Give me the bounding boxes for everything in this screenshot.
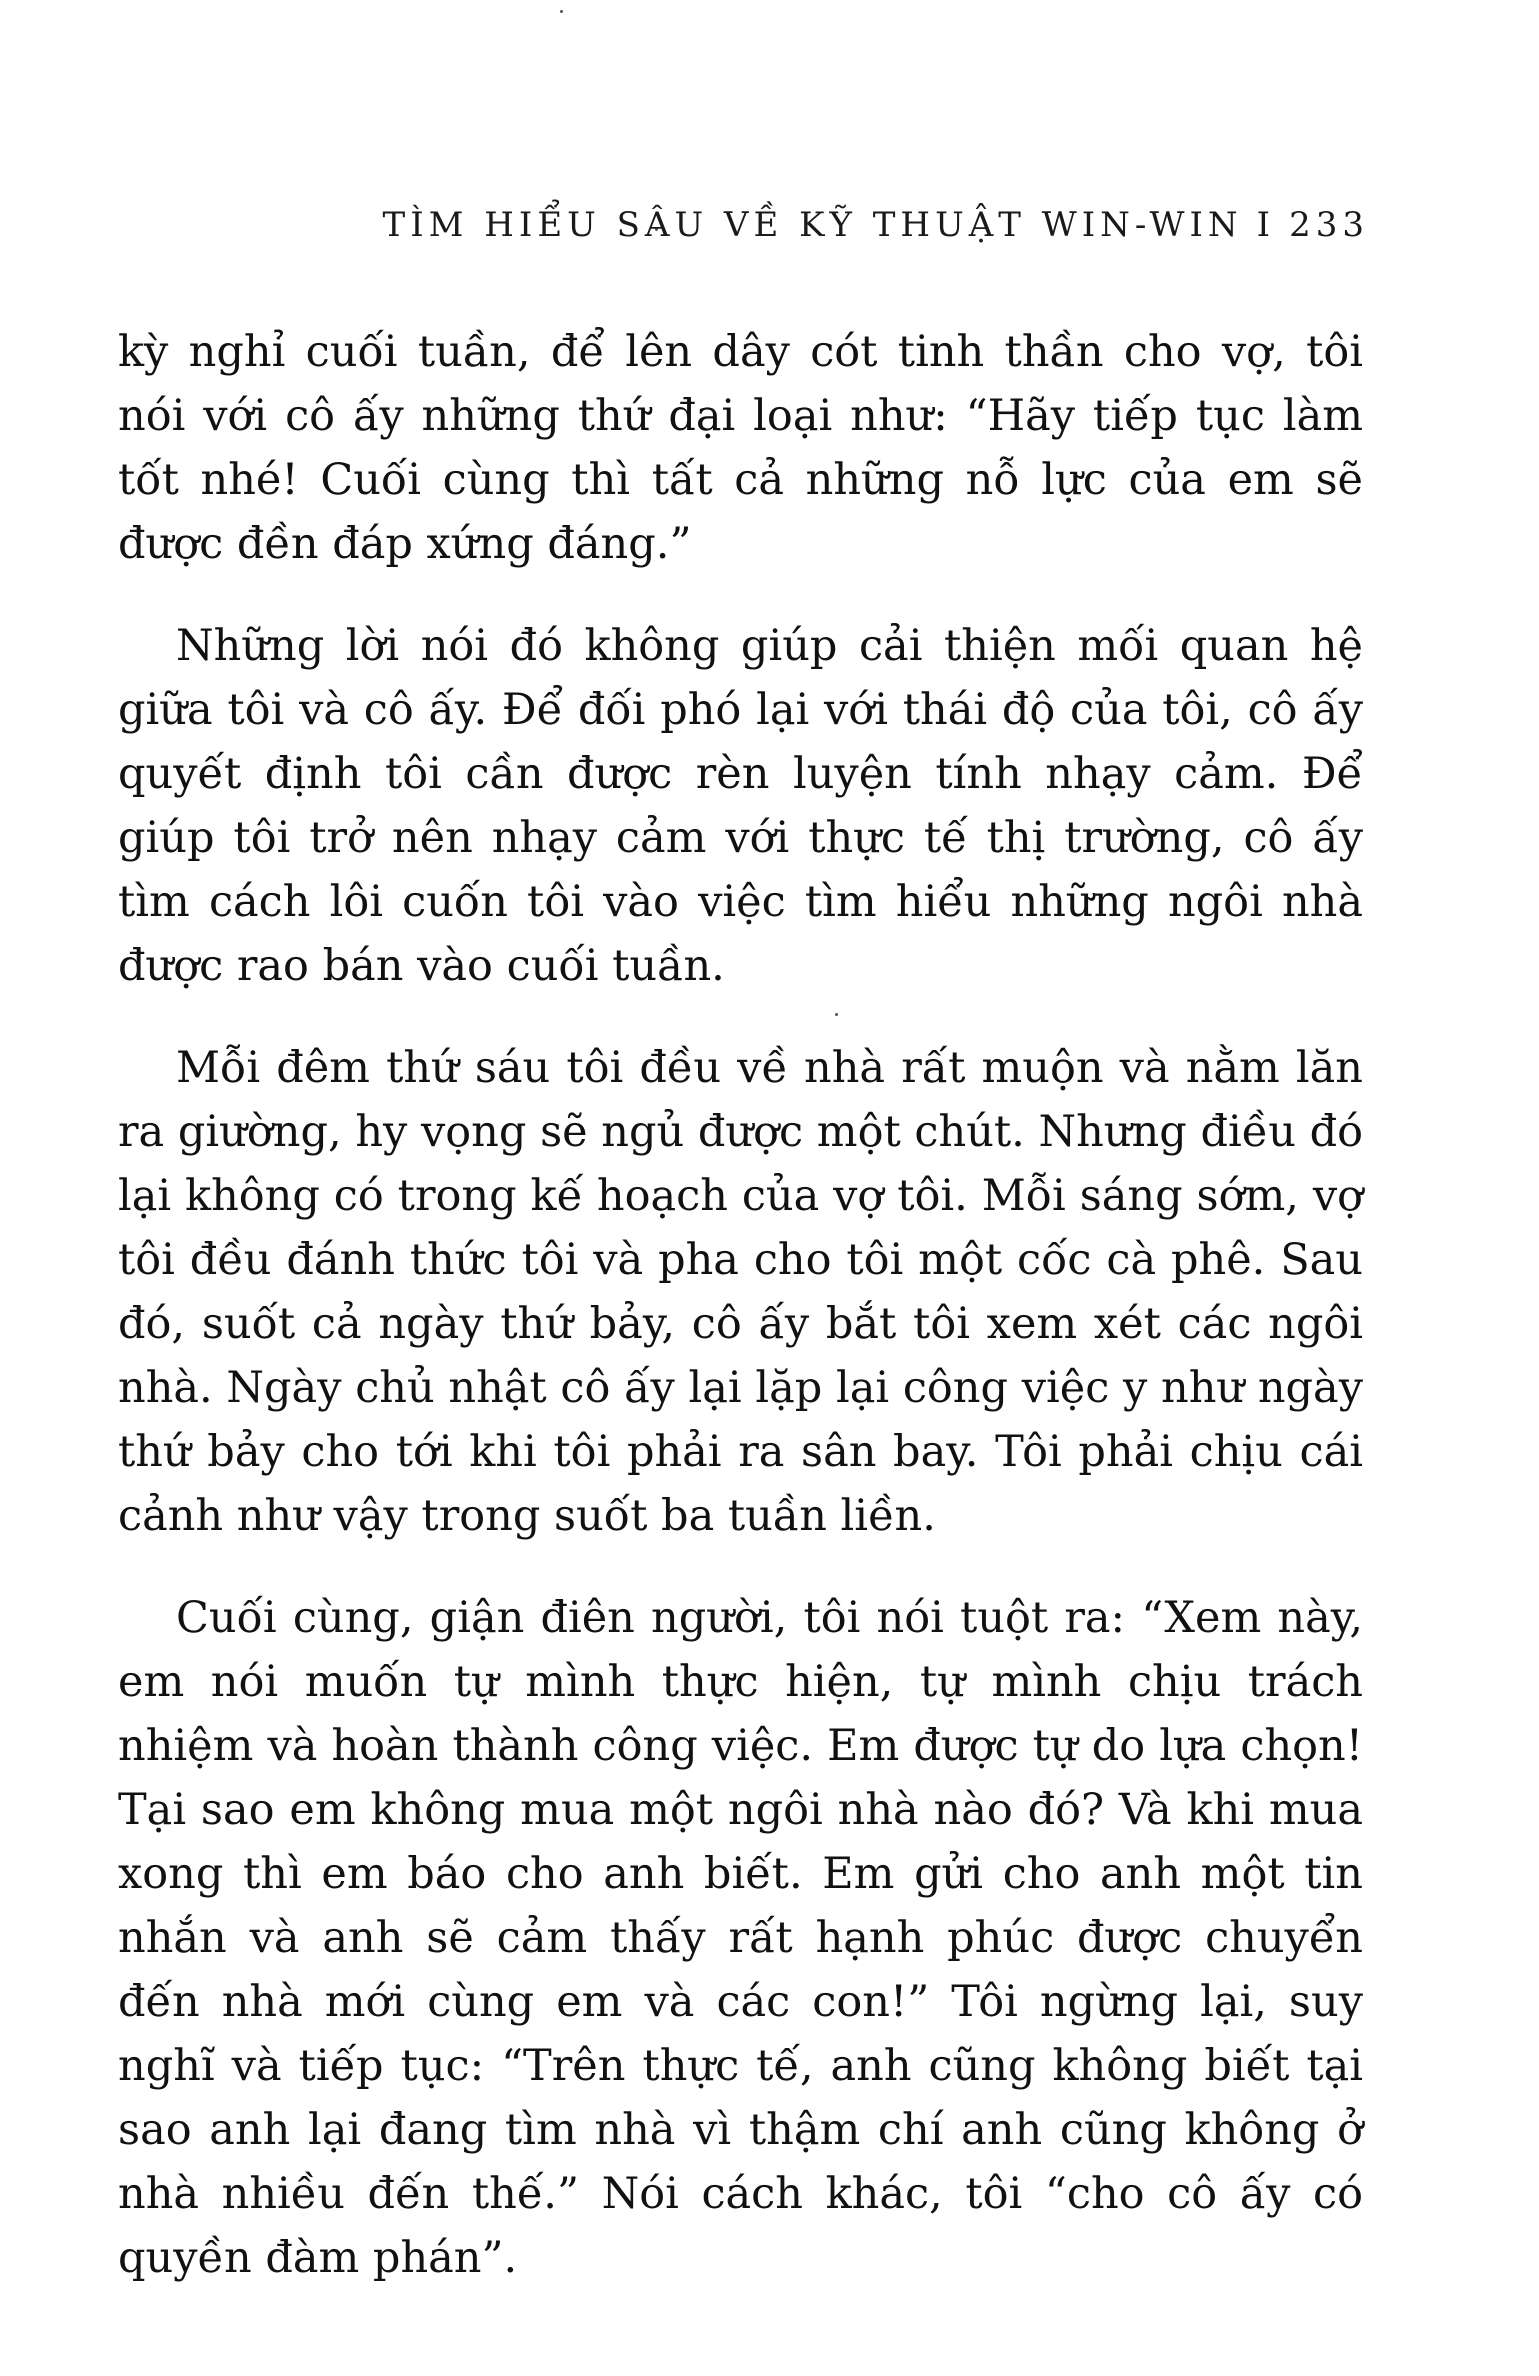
- body-text: [118, 320, 1363, 2328]
- paragraph: Những lời nói đó không giúp cải thiện mối quan hệ giữa tôi và cô ấy. Để đối phó lại với thái độ của tôi, cô ấy quyết định tôi cần được rèn luyện tính nhạy cảm. Để giúp tôi trở nên nhạy cảm với thực tế thị trường, cô ấy tìm cách lôi cuốn tôi vào việc tìm hiểu những ngôi nhà được rao bán vào cuối tuần.: [118, 621, 1363, 991]
- paragraph: Mỗi đêm thứ sáu tôi đều về nhà rất muộn và nằm lăn ra giường, hy vọng sẽ ngủ được một chút. Nhưng điều đó lại không có trong kế hoạch của vợ tôi. Mỗi sáng sớm, vợ tôi đều đánh thức tôi và pha cho tôi một cốc cà phê. Sau đó, suốt cả ngày thứ bảy, cô ấy bắt tôi xem xét các ngôi nhà. Ngày chủ nhật cô ấy lại lặp lại công việc y như ngày thứ bảy cho tới khi tôi phải ra sân bay. Tôi phải chịu cái cảnh như vậy trong suốt ba tuần liền.: [118, 1043, 1363, 1541]
- running-title: TÌM HIỂU SÂU VỀ KỸ THUẬT WIN-WIN: [382, 205, 1243, 245]
- paragraph: kỳ nghỉ cuối tuần, để lên dây cót tinh thần cho vợ, tôi nói với cô ấy những thứ đại loại như: “Hãy tiếp tục làm tốt nhé! Cuối cùng thì tất cả những nỗ lực của em sẽ được đền đáp xứng đáng.”: [118, 327, 1363, 569]
- page-number: 233: [1289, 205, 1369, 245]
- header-separator: I: [1256, 205, 1276, 245]
- paragraph: Cuối cùng, giận điên người, tôi nói tuột ra: “Xem này, em nói muốn tự mình thực hiện, tự mình chịu trách nhiệm và hoàn thành công việc. Em được tự do lựa chọn! Tại sao em không mua một ngôi nhà nào đó? Và khi mua xong thì em báo cho anh biết. Em gửi cho anh một tin nhắn và anh sẽ cảm thấy rất hạnh phúc được chuyển đến nhà mới cùng em và các con!” Tôi ngừng lại, suy nghĩ và tiếp tục: “Trên thực tế, anh cũng không biết tại sao anh lại đang tìm nhà vì thậm chí anh cũng không ở nhà nhiều đến thế.” Nói cách khác, tôi “cho cô ấy có quyền đàm phán”.: [118, 1593, 1363, 2283]
- running-header: [383, 205, 1369, 245]
- scan-speck: [560, 10, 563, 13]
